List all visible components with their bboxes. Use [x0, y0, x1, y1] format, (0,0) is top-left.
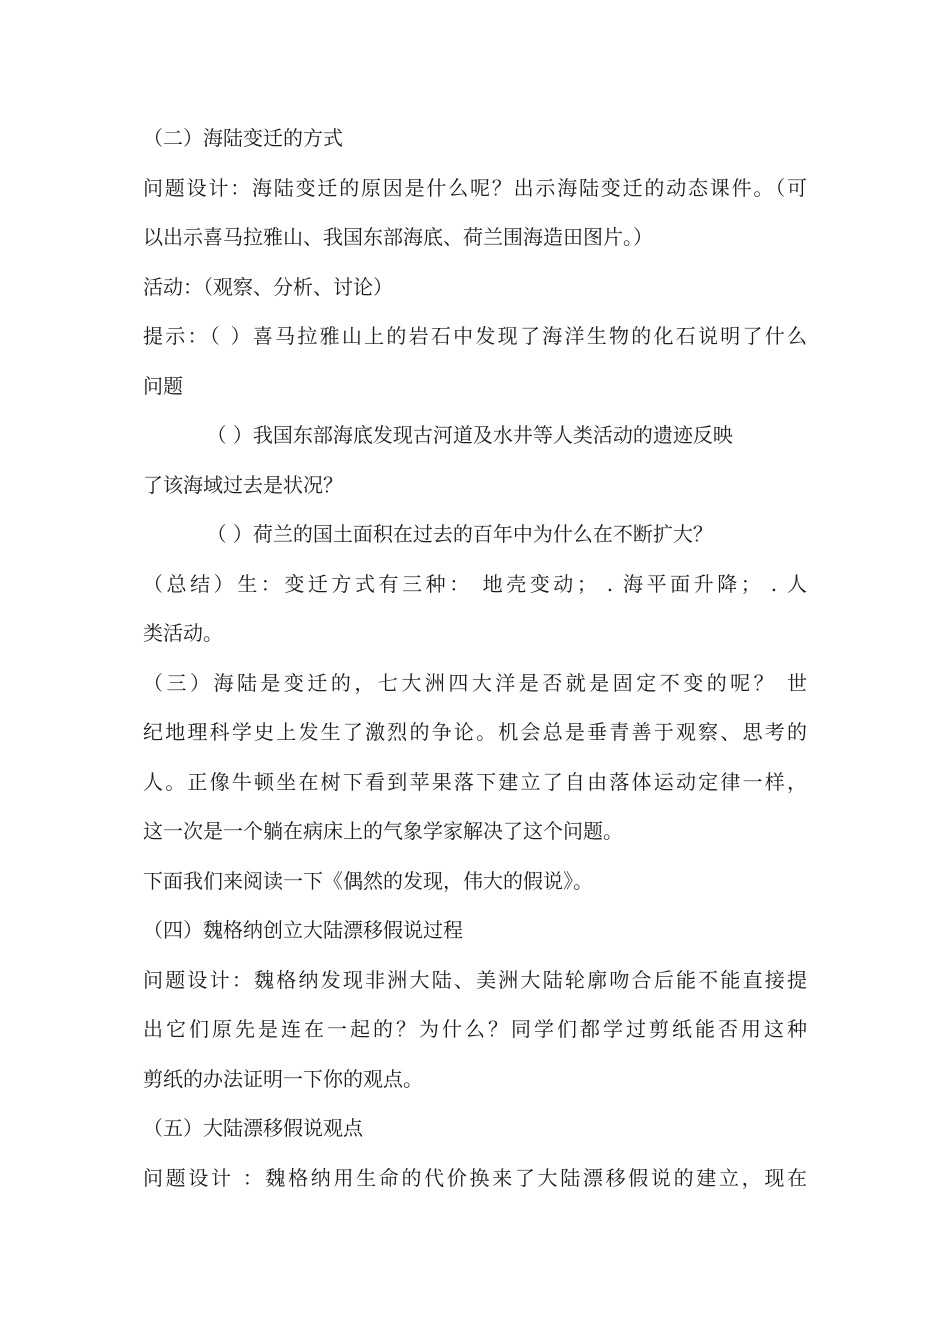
text-line: 了该海域过去是状况？ — [143, 472, 343, 497]
text-line: 纪地理科学史上发生了激烈的争论。机会总是垂青善于观察、思考的 — [143, 720, 807, 744]
text-line: 下面我们来阅读一下《偶然的发现，伟大的假说》。 — [143, 868, 593, 893]
text-line: 出它们原先是连在一起的？为什么？同学们都学过剪纸能否用这种 — [143, 1017, 807, 1041]
text-line: 剪纸的办法证明一下你的观点。 — [143, 1066, 423, 1091]
text-line: 人。正像牛顿坐在树下看到苹果落下建立了自由落体运动定律一样， — [143, 769, 807, 794]
text-line: （ ）我国东部海底发现古河道及水井等人类活动的遗迹反映 — [143, 423, 733, 447]
text-line: 问题设计：魏格纳发现非洲大陆、美洲大陆轮廓吻合后能不能直接提 — [143, 967, 807, 992]
text-line: 这一次是一个躺在病床上的气象学家解决了这个问题。 — [143, 819, 623, 843]
text-line: （四）魏格纳创立大陆漂移假说过程 — [143, 918, 463, 942]
text-line: 问题设计 ：魏格纳用生命的代价换来了大陆漂移假说的建立，现在 — [143, 1165, 807, 1190]
text-line: （三）海陆是变迁的，七大洲四大洋是否就是固定不变的呢？ 世 — [143, 670, 807, 695]
text-line: 提示：（ ）喜马拉雅山上的岩石中发现了海洋生物的化石说明了什么 — [143, 324, 807, 348]
document-body — [143, 114, 807, 1203]
text-line: 问题设计：海陆变迁的原因是什么呢？出示海陆变迁的动态课件。（可 — [143, 175, 807, 200]
text-line: （ ）荷兰的国土面积在过去的百年中为什么在不断扩大？ — [143, 522, 713, 546]
text-line: （总结）生：变迁方式有三种： 地壳变动； . 海平面升降； . 人 — [143, 571, 807, 596]
text-line: 活动：（观察、分析、讨论） — [143, 274, 393, 299]
text-line: 以出示喜马拉雅山、我国东部海底、荷兰围海造田图片。） — [143, 225, 653, 249]
text-line: 问题 — [143, 373, 183, 398]
text-line: 类活动。 — [143, 621, 223, 645]
text-line: （五）大陆漂移假说观点 — [143, 1116, 363, 1140]
text-line: （二）海陆变迁的方式 — [143, 126, 343, 150]
